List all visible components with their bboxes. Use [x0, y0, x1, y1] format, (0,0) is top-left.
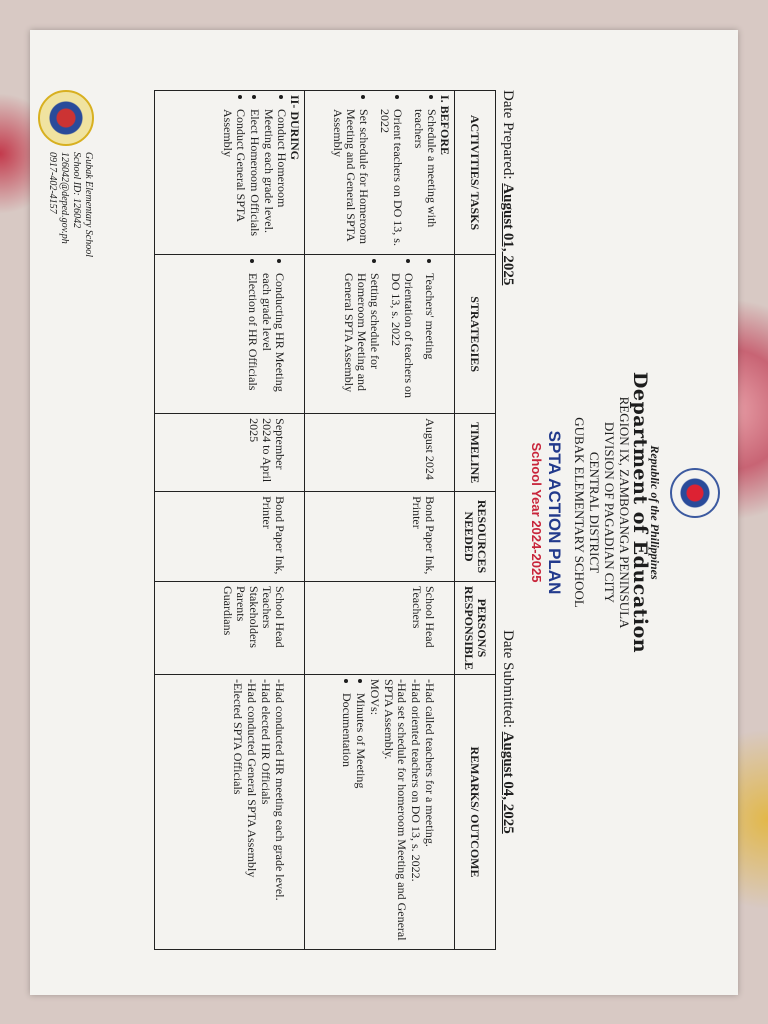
table-row [305, 91, 455, 950]
remarks-cell [155, 675, 305, 950]
remark-line: -Had set schedule for homeroom Meeting and General SPTA Assembly. [382, 679, 409, 941]
timeline-cell [305, 414, 455, 492]
table-header-row [455, 91, 496, 950]
dates-row [499, 90, 516, 950]
rotated-content [30, 30, 738, 995]
school-logo-icon [38, 90, 94, 146]
activities-cell [305, 91, 455, 255]
plan-title: SPTA ACTION PLAN [545, 430, 564, 595]
date-prepared-label: Date Prepared: [500, 90, 516, 180]
persons-cell [155, 581, 305, 674]
column-header: REMARKS/ OUTCOME [455, 675, 496, 950]
column-header: STRATEGIES [455, 255, 496, 414]
footer-school: Gubak Elementary School [83, 152, 94, 257]
timeline-text: August 2024 [423, 418, 437, 480]
remarks-cell [305, 675, 455, 950]
date-prepared-value: August 01, 2025 [500, 183, 516, 286]
list-item: • Orient teachers on DO 13, s. 2022 [378, 109, 404, 250]
remark-line: -Had called teachers for a meeting. [423, 679, 437, 847]
person-item: Teachers [260, 585, 274, 629]
person-item: Guardians [221, 585, 235, 636]
remark-line: -Had conducted General SPTA Assembly [245, 679, 259, 878]
phase-label: I. BEFORE [438, 95, 452, 156]
remark-line: -Elected SPTA Officials [231, 679, 245, 795]
strategies-cell [305, 255, 455, 414]
table-row [155, 91, 305, 950]
republic-line: Republic of the Philippines [648, 445, 662, 580]
school-year: School Year 2024-2025 [529, 442, 544, 583]
list-item: • Documentation [340, 693, 353, 945]
strategies-cell [155, 255, 305, 414]
persons-cell [305, 581, 455, 674]
region-line: REGION IX, ZAMBOANGA PENINSULA [617, 396, 632, 629]
department-line: Department of Education [629, 371, 651, 654]
person-item: Teachers [410, 585, 424, 629]
remark-line: -Had conducted HR meeting each grade level. [273, 679, 287, 901]
person-item: School Head [423, 585, 437, 648]
person-item: Stakeholders [247, 585, 261, 648]
list-item: • Orientation of teachers on DO 13, s. 2022 [389, 273, 415, 409]
date-submitted-value: August 04, 2025 [500, 731, 516, 834]
column-header: TIMELINE [455, 414, 496, 492]
activities-cell [155, 91, 305, 255]
date-submitted [499, 630, 516, 834]
resources-text: Bond Paper Ink, Printer [410, 496, 437, 575]
column-header: PERSON/S RESPONSIBLE [455, 581, 496, 674]
footer [38, 90, 98, 390]
remark-line: MOVs: [368, 679, 382, 716]
resources-text: Bond Paper Ink, Printer [260, 496, 287, 575]
list-item: • Election of HR Officials [246, 273, 259, 409]
remark-line: -Had elected HR Officials [259, 679, 273, 805]
timeline-cell [155, 414, 305, 492]
letterhead [529, 30, 714, 995]
division-line: DIVISION OF PAGADIAN CITY [602, 421, 617, 604]
list-item: • Conduct Homeroom Meeting each grade level. [262, 109, 288, 250]
footer-email: 126042@deped.gov.ph [59, 152, 70, 244]
list-item: • Teachers' meeting [423, 273, 436, 409]
person-item: Parents [234, 585, 248, 622]
list-item: • Schedule a meeting with teachers [412, 109, 438, 250]
school-line: GUBAK ELEMENTARY SCHOOL [572, 417, 587, 608]
list-item: • Minutes of Meeting [354, 693, 367, 945]
list-item: • Elect Homeroom Officials [248, 109, 261, 250]
resources-cell [155, 492, 305, 582]
list-item: • Setting schedule for Homeroom Meeting and General SPTA Assembly [342, 273, 381, 409]
column-header: ACTIVITIES/ TASKS [455, 91, 496, 255]
list-item: • Conduct General SPTA Assembly [221, 109, 247, 250]
action-plan-table [154, 90, 496, 950]
footer-school-id: School ID: 126042 [71, 152, 82, 229]
column-header: RESOURCES NEEDED [455, 492, 496, 582]
resources-cell [305, 492, 455, 582]
footer-phone: 0917-402-4157 [47, 152, 58, 214]
list-item: • Conducting HR Meeting each grade level [260, 273, 286, 409]
phase-label: II- DURING [288, 95, 302, 161]
footer-text [46, 152, 94, 257]
remark-line: -Had oriented teachers on DO 13, s. 2022. [409, 679, 423, 882]
district-line: CENTRAL DISTRICT [587, 451, 602, 574]
date-submitted-label: Date Submitted: [500, 630, 516, 728]
person-item: School Head [273, 585, 287, 648]
document-page [30, 30, 738, 995]
list-item: • Set schedule for Homeroom Meeting and General SPTA Assembly [331, 109, 370, 250]
timeline-text: September 2024 to April 2025 [247, 418, 287, 483]
